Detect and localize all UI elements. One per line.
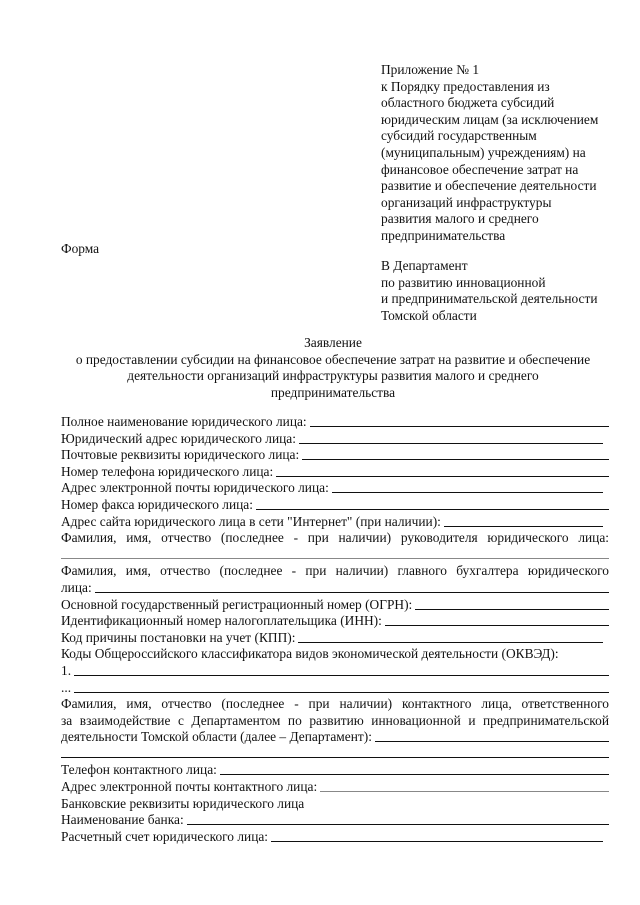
field-label: Идентификационный номер налогоплательщика (ИНН): [61, 613, 382, 629]
appendix-line: развития малого и среднего [381, 211, 539, 227]
fill-line[interactable] [415, 598, 609, 610]
fill-line[interactable] [276, 465, 609, 477]
bank-name-field[interactable] [61, 812, 609, 829]
email-field[interactable] [61, 480, 609, 497]
appendix-line: развитие и обеспечение деятельности [381, 178, 597, 194]
field-label: Основной государственный регистрационный номер (ОГРН): [61, 596, 413, 612]
fill-line[interactable] [187, 813, 609, 825]
fill-line[interactable] [302, 448, 609, 460]
ogrn-field[interactable] [61, 597, 609, 614]
addressee-line: по развитию инновационной [381, 274, 546, 290]
full-name-field[interactable] [61, 414, 609, 431]
title-line: деятельности организаций инфраструктуры развития малого и среднего [127, 368, 539, 384]
field-label: Расчетный счет юридического лица: [61, 828, 269, 844]
accountant-field[interactable] [61, 580, 609, 597]
accountant-label: Фамилия, имя, отчество (последнее - при наличии) главного бухгалтера юридического [61, 563, 609, 579]
appendix-line: к Порядку предоставления из [381, 78, 550, 94]
fill-line[interactable] [444, 515, 603, 527]
form-label: Форма [61, 241, 100, 256]
fill-line[interactable] [220, 763, 609, 775]
website-field[interactable] [61, 514, 609, 531]
field-label: Код причины постановки на учет (КПП): [61, 629, 296, 645]
appendix-line: финансовое обеспечение затрат на [381, 161, 579, 177]
field-label: Банковские реквизиты юридического лица [61, 795, 305, 811]
postal-field[interactable] [61, 447, 609, 464]
appendix-line: областного бюджета субсидий [381, 95, 555, 111]
field-label: Номер телефона юридического лица: [61, 463, 274, 479]
field-label: деятельности Томской области (далее – Департамент): [61, 729, 372, 745]
title-line: о предоставлении субсидии на финансовое обеспечение затрат на развитие и обеспечение [75, 351, 591, 367]
legal-address-field[interactable] [61, 431, 609, 448]
addressee-block [381, 258, 631, 324]
field-label: Почтовые реквизиты юридического лица: [61, 447, 300, 463]
fill-line[interactable] [375, 730, 609, 742]
okved-more-field[interactable] [61, 680, 609, 697]
fill-line[interactable] [95, 581, 609, 593]
okved-item-field[interactable] [61, 663, 609, 680]
contact-person-field[interactable] [61, 729, 609, 746]
field-label: Телефон контактного лица: [61, 762, 217, 778]
field-label: Юридический адрес юридического лица: [61, 430, 296, 446]
account-field[interactable] [61, 829, 609, 846]
document-title [50, 335, 616, 401]
inn-field[interactable] [61, 613, 609, 630]
fax-field[interactable] [61, 497, 609, 514]
fill-line[interactable] [271, 830, 603, 842]
field-label: Адрес электронной почты юридического лица: [61, 480, 329, 496]
contact-email-field[interactable] [61, 779, 609, 796]
field-label: ... [61, 679, 72, 695]
appendix-line: предпринимательства [381, 227, 506, 243]
field-label: Адрес электронной почты контактного лица: [61, 779, 318, 795]
addressee-line: В Департамент [381, 258, 468, 273]
fill-line[interactable] [298, 631, 603, 643]
field-label: 1. [61, 662, 72, 678]
head-name-fill-line[interactable] [61, 547, 609, 564]
fill-line[interactable] [332, 481, 603, 493]
title-line: предпринимательства [270, 384, 396, 400]
field-label: Адрес сайта юридического лица в сети "Интернет" (при наличии): [61, 513, 441, 529]
fill-line[interactable] [310, 415, 609, 427]
okved-label-row [61, 646, 609, 663]
bank-details-heading [61, 796, 609, 813]
field-label: лица: [61, 579, 92, 595]
fill-line[interactable] [256, 498, 609, 510]
phone-field[interactable] [61, 464, 609, 481]
field-label: Номер факса юридического лица: [61, 496, 253, 512]
title-heading: Заявление [304, 335, 362, 350]
head-name-label: Фамилия, имя, отчество (последнее - при наличии) руководителя юридического лица: [61, 530, 609, 546]
contact-phone-field[interactable] [61, 762, 609, 779]
addressee-line: Томской области [381, 307, 477, 323]
appendix-line: (муниципальным) учреждениям) на [381, 144, 586, 160]
kpp-field[interactable] [61, 630, 609, 647]
appendix-line: субсидий государственным [381, 128, 537, 144]
field-label: Коды Общероссийского классификатора видов экономической деятельности (ОКВЭД): [61, 646, 559, 662]
contact-label: за взаимодействие с Департаментом по развитию инновационной и предпринимательской [61, 712, 609, 728]
contact-label: Фамилия, имя, отчество (последнее - при наличии) контактного лица, ответственного [61, 696, 609, 712]
fill-line[interactable] [320, 780, 609, 792]
field-label: Полное наименование юридического лица: [61, 414, 307, 429]
fill-line[interactable] [74, 681, 609, 693]
fill-line[interactable] [299, 432, 603, 444]
contact-person-extra-line[interactable] [61, 746, 609, 763]
addressee-line: и предпринимательской деятельности [381, 291, 598, 307]
fill-line[interactable] [385, 614, 609, 626]
appendix-line: юридическим лицам (за исключением [381, 111, 599, 127]
field-label: Наименование банка: [61, 812, 184, 828]
fill-line[interactable] [74, 664, 609, 676]
appendix-line: Приложение № 1 [381, 62, 480, 77]
appendix-line: организаций инфраструктуры [381, 194, 552, 210]
appendix-header [381, 62, 631, 245]
application-form [61, 414, 609, 845]
